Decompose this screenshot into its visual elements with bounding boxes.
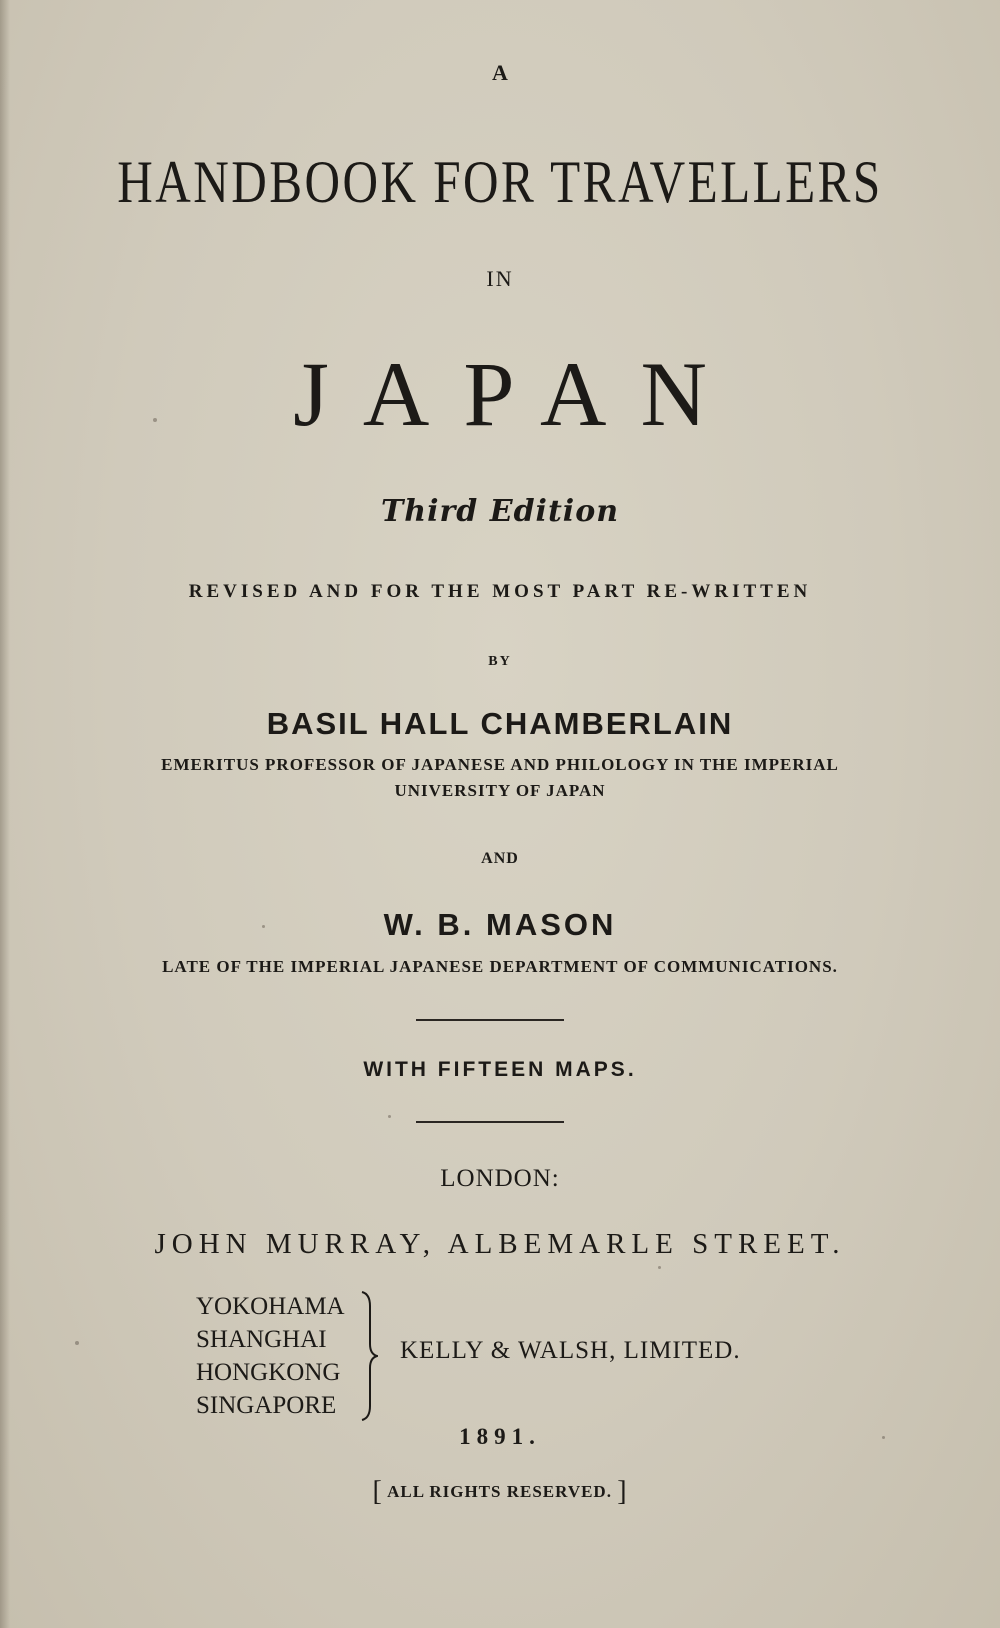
author-name-chamberlain: BASIL HALL CHAMBERLAIN <box>266 706 734 741</box>
author-description-chamberlain-line1: EMERITUS PROFESSOR OF JAPANESE AND PHILOLOGY IN THE IMPERIAL <box>161 755 839 774</box>
title-country: JAPAN <box>293 343 741 445</box>
title-preposition: IN <box>486 266 514 291</box>
rights-notice <box>0 1478 1000 1506</box>
edition-label: Third Edition <box>380 494 620 529</box>
publication-year: 1891. <box>459 1424 541 1449</box>
divider-rule-bottom <box>416 1121 564 1123</box>
and-label: AND <box>481 850 519 867</box>
title-article: A <box>492 60 508 85</box>
paper-speck <box>262 925 265 928</box>
agent-city: SHANGHAI <box>196 1326 327 1353</box>
author-description-chamberlain-line2: UNIVERSITY OF JAPAN <box>394 781 606 800</box>
imprint-city: LONDON: <box>440 1165 560 1192</box>
rights-text: ALL RIGHTS RESERVED. <box>387 1482 612 1501</box>
agent-city: YOKOHAMA <box>196 1293 345 1320</box>
by-label: BY <box>488 654 512 669</box>
rights-open-bracket: [ <box>372 1476 383 1507</box>
author-description-mason: LATE OF THE IMPERIAL JAPANESE DEPARTMENT OF COMMUNICATIONS. <box>162 957 838 976</box>
paper-speck <box>658 1266 661 1269</box>
agent-name: KELLY & WALSH, LIMITED. <box>400 1337 741 1364</box>
paper-speck <box>153 418 157 422</box>
paper-speck <box>388 1115 391 1118</box>
paper-speck <box>882 1436 885 1439</box>
rights-close-bracket: ] <box>617 1476 628 1507</box>
maps-note: WITH FIFTEEN MAPS. <box>363 1058 637 1081</box>
book-title: HANDBOOK FOR TRAVELLERS <box>117 149 883 215</box>
revision-note: REVISED AND FOR THE MOST PART RE-WRITTEN <box>188 581 812 602</box>
publisher-name: JOHN MURRAY, ALBEMARLE STREET. <box>154 1228 846 1260</box>
divider-rule-top <box>416 1019 564 1021</box>
agent-city: SINGAPORE <box>196 1392 337 1419</box>
agent-cities-list <box>196 1290 366 1422</box>
page-edge-shadow <box>0 0 10 1628</box>
curly-brace-icon <box>358 1290 378 1422</box>
agent-city: HONGKONG <box>196 1359 341 1386</box>
author-name-mason: W. B. MASON <box>383 907 617 942</box>
paper-speck <box>75 1341 79 1345</box>
